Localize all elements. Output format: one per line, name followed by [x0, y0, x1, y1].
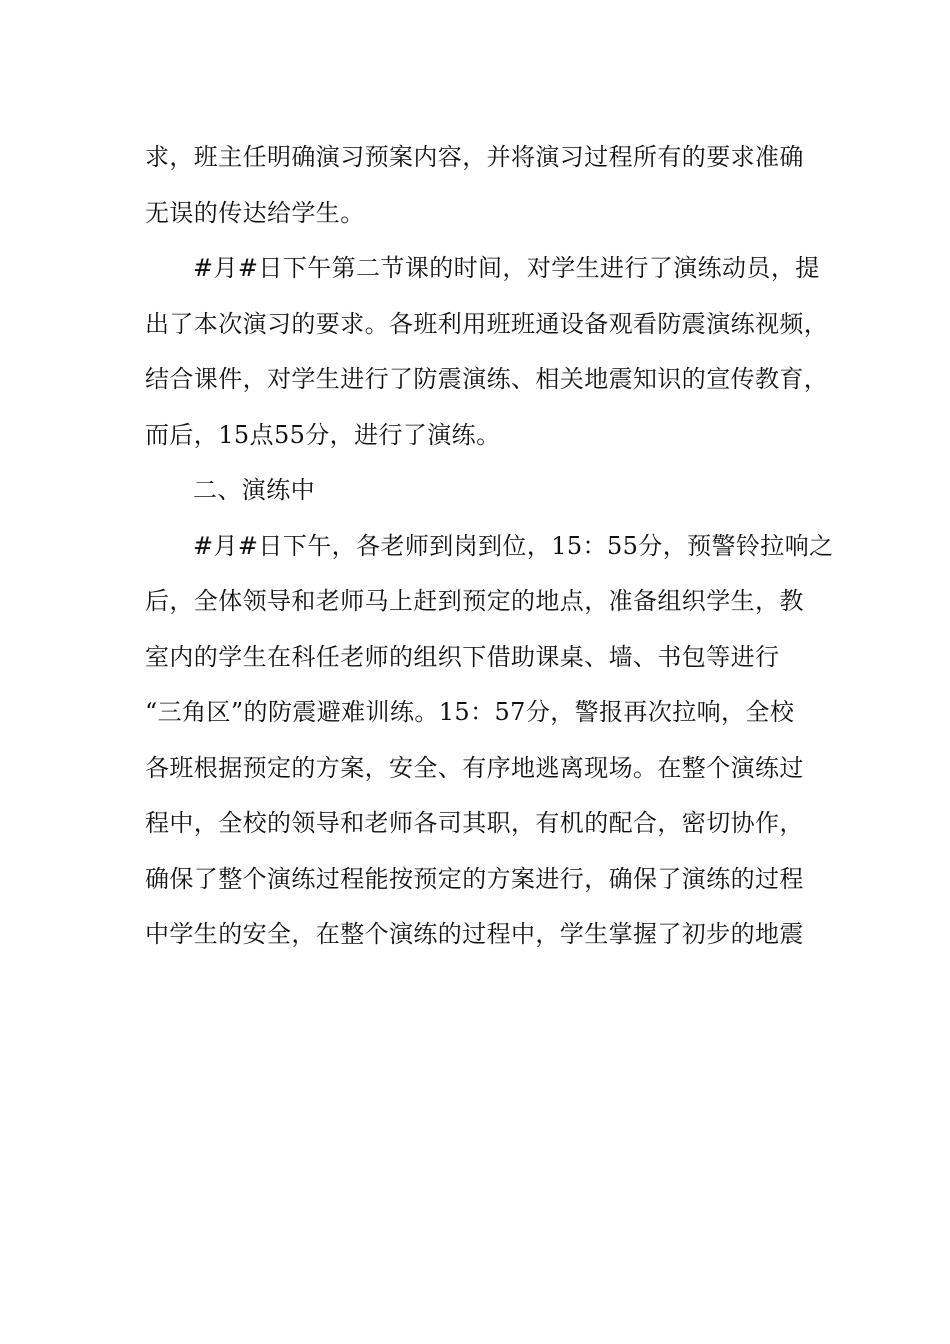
- text-line: 确保了整个演练过程能按预定的方案进行，确保了演练的过程: [145, 864, 804, 893]
- text-line: 室内的学生在科任老师的组织下借助课桌、墙、书包等进行: [145, 642, 780, 671]
- text-line: #月#日下午第二节课的时间，对学生进行了演练动员，提: [193, 254, 820, 282]
- section-heading-text: 二、演练中: [193, 476, 315, 504]
- document-body: [145, 130, 834, 963]
- text-line: #月#日下午，各老师到岗到位，15：55分，预警铃拉响之: [193, 531, 834, 560]
- text-line: 求，班主任明确演习预案内容，并将演习过程所有的要求准确: [145, 143, 804, 171]
- text-line: 无误的传达给学生。: [145, 198, 365, 227]
- text-line: 各班根据预定的方案，安全、有序地逃离现场。在整个演练过: [145, 753, 804, 782]
- text-line: 中学生的安全，在整个演练的过程中，学生掌握了初步的地震: [145, 920, 804, 948]
- paragraph-continuation: [145, 130, 815, 241]
- text-line: 结合课件，对学生进行了防震演练、相关地震知识的宣传教育，: [145, 365, 829, 393]
- paragraph-drill: [145, 519, 834, 963]
- section-heading: [145, 463, 815, 519]
- text-line: 后，全体领导和老师马上赶到预定的地点，准备组织学生，教: [145, 587, 804, 615]
- text-line: 出了本次演习的要求。各班利用班班通设备观看防震演练视频，: [145, 309, 829, 338]
- paragraph-mobilization: [145, 241, 829, 463]
- text-line: 而后，15点55分，进行了演练。: [145, 420, 501, 449]
- text-line: 程中，全校的领导和老师各司其职，有机的配合，密切协作，: [145, 809, 804, 837]
- text-line: “三角区”的防震避难训练。15：57分，警报再次拉响，全校: [145, 698, 795, 726]
